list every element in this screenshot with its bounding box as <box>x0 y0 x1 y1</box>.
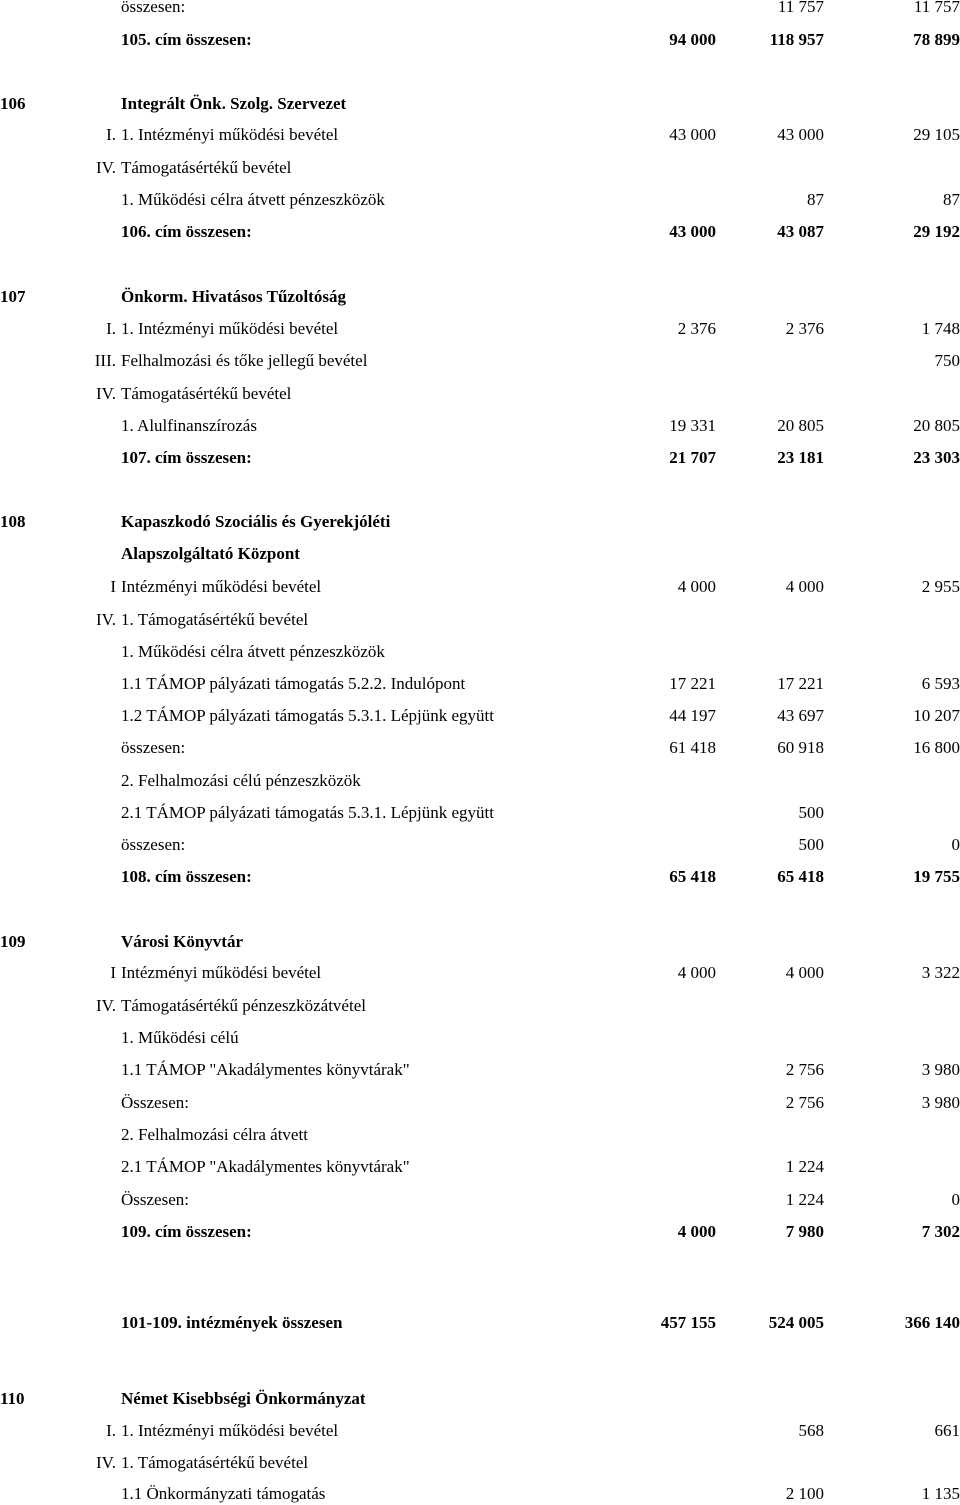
table-row <box>0 705 960 727</box>
cell-code: 107 <box>0 287 26 306</box>
cell-v2: 568 <box>798 1421 824 1440</box>
table-row <box>0 1124 960 1146</box>
table-row <box>0 1452 960 1474</box>
cell-v2: 7 980 <box>785 1222 824 1241</box>
table-row <box>0 447 960 469</box>
table-row <box>0 931 960 953</box>
cell-v2: 4 000 <box>785 577 824 596</box>
table-row <box>0 0 960 18</box>
table-row <box>0 802 960 824</box>
cell-label: Városi Könyvtár <box>121 932 243 951</box>
cell-label: 1.1 Önkormányzati támogatás <box>121 1484 326 1503</box>
table-row <box>0 834 960 856</box>
cell-pre: III. <box>94 351 116 370</box>
cell-v2: 2 376 <box>785 319 824 338</box>
cell-v3: 29 192 <box>913 222 960 241</box>
table-row <box>0 673 960 695</box>
cell-v1: 44 197 <box>669 706 716 725</box>
cell-v2: 4 000 <box>785 963 824 982</box>
cell-label: Kapaszkodó Szociális és Gyerekjóléti <box>121 512 391 531</box>
cell-v2: 118 957 <box>769 30 824 49</box>
table-row <box>0 641 960 663</box>
cell-v1: 43 000 <box>669 222 716 241</box>
cell-label: 1. Intézményi működési bevétel <box>121 1421 339 1440</box>
cell-label: 108. cím összesen: <box>121 867 252 886</box>
cell-v3: 0 <box>951 835 960 854</box>
table-row <box>0 124 960 146</box>
cell-v2: 1 224 <box>785 1157 824 1176</box>
cell-v2: 500 <box>798 803 824 822</box>
cell-v3: 366 140 <box>904 1313 960 1332</box>
cell-v3: 87 <box>943 190 960 209</box>
cell-v2: 2 756 <box>785 1093 824 1112</box>
cell-v3: 20 805 <box>913 416 960 435</box>
table-row <box>0 383 960 405</box>
table-row <box>0 1483 960 1505</box>
table-row <box>0 737 960 759</box>
cell-label: 105. cím összesen: <box>121 30 252 49</box>
cell-pre: IV. <box>96 1453 116 1472</box>
cell-pre: IV. <box>96 996 116 1015</box>
cell-v2: 43 087 <box>777 222 824 241</box>
cell-label: Integrált Önk. Szolg. Szervezet <box>121 94 347 113</box>
cell-pre: I. <box>106 319 116 338</box>
cell-label: 1. Működési célra átvett pénzeszközök <box>121 642 385 661</box>
cell-label: Alapszolgáltató Központ <box>121 544 300 563</box>
cell-v3: 29 105 <box>913 125 960 144</box>
cell-v2: 87 <box>807 190 824 209</box>
table-row <box>0 1221 960 1243</box>
cell-label: 2. Felhalmozási célra átvett <box>121 1125 308 1144</box>
table-row <box>0 1059 960 1081</box>
cell-pre: I. <box>106 1421 116 1440</box>
cell-label: 1. Támogatásértékű bevétel <box>121 610 309 629</box>
cell-label: Intézményi működési bevétel <box>121 577 322 596</box>
cell-v3: 750 <box>934 351 960 370</box>
cell-label: Támogatásértékű pénzeszközátvétel <box>121 996 366 1015</box>
cell-label: 1.1 TÁMOP pályázati támogatás 5.2.2. Indulópont <box>121 674 466 693</box>
cell-v1: 43 000 <box>669 125 716 144</box>
cell-v2: 2 756 <box>785 1060 824 1079</box>
table-row <box>0 221 960 243</box>
cell-v2: 2 100 <box>785 1484 824 1503</box>
table-row <box>0 157 960 179</box>
cell-label: Összesen: <box>121 1093 189 1112</box>
cell-v3: 6 593 <box>921 674 960 693</box>
cell-label: 2.1 TÁMOP "Akadálymentes könyvtárak" <box>121 1157 410 1176</box>
table-row <box>0 576 960 598</box>
cell-code: 110 <box>0 1389 25 1408</box>
cell-v3: 1 748 <box>921 319 960 338</box>
cell-pre: IV. <box>96 610 116 629</box>
cell-v2: 17 221 <box>777 674 824 693</box>
cell-pre: I. <box>106 125 116 144</box>
cell-v3: 16 800 <box>913 738 960 757</box>
cell-label: 1.2 TÁMOP pályázati támogatás 5.3.1. Lépjünk együtt <box>121 706 494 725</box>
cell-label: 2. Felhalmozási célú pénzeszközök <box>121 771 361 790</box>
table-row <box>0 511 960 533</box>
cell-v1: 4 000 <box>677 1222 716 1241</box>
cell-v3: 661 <box>934 1421 960 1440</box>
table-row <box>0 1189 960 1211</box>
cell-label: Önkorm. Hivatásos Tűzoltóság <box>121 287 346 306</box>
table-row <box>0 995 960 1017</box>
cell-v1: 19 331 <box>669 416 716 435</box>
table-row <box>0 1156 960 1178</box>
cell-label: Összesen: <box>121 1190 189 1209</box>
table-row <box>0 189 960 211</box>
cell-v1: 65 418 <box>669 867 716 886</box>
cell-v1: 457 155 <box>660 1313 716 1332</box>
cell-v1: 2 376 <box>677 319 716 338</box>
cell-label: összesen: <box>121 835 186 854</box>
table-row <box>0 1092 960 1114</box>
cell-label: 109. cím összesen: <box>121 1222 252 1241</box>
cell-code: 109 <box>0 932 26 951</box>
table-row <box>0 1027 960 1049</box>
cell-v2: 500 <box>798 835 824 854</box>
cell-code: 106 <box>0 94 26 113</box>
cell-v2: 43 697 <box>777 706 824 725</box>
cell-v3: 7 302 <box>921 1222 960 1241</box>
cell-label: 1. Intézményi működési bevétel <box>121 319 339 338</box>
cell-label: Támogatásértékű bevétel <box>121 384 292 403</box>
cell-label: 1. Működési célú <box>121 1028 239 1047</box>
cell-label: 1. Működési célra átvett pénzeszközök <box>121 190 385 209</box>
cell-v1: 4 000 <box>677 963 716 982</box>
table-row <box>0 318 960 340</box>
table-row <box>0 350 960 372</box>
cell-v3: 19 755 <box>913 867 960 886</box>
cell-pre: I <box>110 963 116 982</box>
cell-v2: 43 000 <box>777 125 824 144</box>
cell-v2: 1 224 <box>785 1190 824 1209</box>
cell-v2: 65 418 <box>777 867 824 886</box>
table-row <box>0 29 960 51</box>
table-row <box>0 1312 960 1334</box>
table-row <box>0 286 960 308</box>
table-row <box>0 543 960 565</box>
table-row <box>0 962 960 984</box>
table-row <box>0 1420 960 1442</box>
cell-label: összesen: <box>121 738 186 757</box>
cell-v3: 2 955 <box>921 577 960 596</box>
cell-label: 106. cím összesen: <box>121 222 252 241</box>
cell-v3: 0 <box>951 1190 960 1209</box>
cell-v1: 61 418 <box>669 738 716 757</box>
table-row <box>0 866 960 888</box>
cell-label: 1.1 TÁMOP "Akadálymentes könyvtárak" <box>121 1060 410 1079</box>
cell-v3: 3 980 <box>921 1093 960 1112</box>
cell-label: Felhalmozási és tőke jellegű bevétel <box>121 351 368 370</box>
cell-v2: 23 181 <box>777 448 824 467</box>
table-row <box>0 770 960 792</box>
table-row <box>0 609 960 631</box>
cell-v3: 10 207 <box>913 706 960 725</box>
cell-v2: 20 805 <box>777 416 824 435</box>
cell-v3: 1 135 <box>921 1484 960 1503</box>
cell-v3: 23 303 <box>913 448 960 467</box>
cell-v1: 21 707 <box>669 448 716 467</box>
cell-v1: 94 000 <box>669 30 716 49</box>
cell-v2: 524 005 <box>768 1313 824 1332</box>
cell-code: 108 <box>0 512 26 531</box>
cell-label: 1. Támogatásértékű bevétel <box>121 1453 309 1472</box>
cell-label: 107. cím összesen: <box>121 448 252 467</box>
cell-pre: I <box>110 577 116 596</box>
cell-label: Német Kisebbségi Önkormányzat <box>121 1389 366 1408</box>
cell-label: 2.1 TÁMOP pályázati támogatás 5.3.1. Lépjünk együtt <box>121 803 494 822</box>
table-row <box>0 415 960 437</box>
cell-label: 101-109. intézmények összesen <box>121 1313 343 1332</box>
cell-v3: 11 757 <box>913 0 960 16</box>
cell-v3: 3 322 <box>921 963 960 982</box>
cell-v1: 17 221 <box>669 674 716 693</box>
cell-label: összesen: <box>121 0 186 16</box>
cell-label: Intézményi működési bevétel <box>121 963 322 982</box>
cell-v1: 4 000 <box>677 577 716 596</box>
table-row <box>0 93 960 115</box>
cell-pre: IV. <box>96 158 116 177</box>
cell-v2: 60 918 <box>777 738 824 757</box>
table-row <box>0 1388 960 1410</box>
cell-v3: 78 899 <box>913 30 960 49</box>
cell-v2: 11 757 <box>777 0 824 16</box>
cell-pre: IV. <box>96 384 116 403</box>
cell-label: 1. Intézményi működési bevétel <box>121 125 339 144</box>
cell-label: 1. Alulfinanszírozás <box>121 416 257 435</box>
cell-label: Támogatásértékű bevétel <box>121 158 292 177</box>
cell-v3: 3 980 <box>921 1060 960 1079</box>
